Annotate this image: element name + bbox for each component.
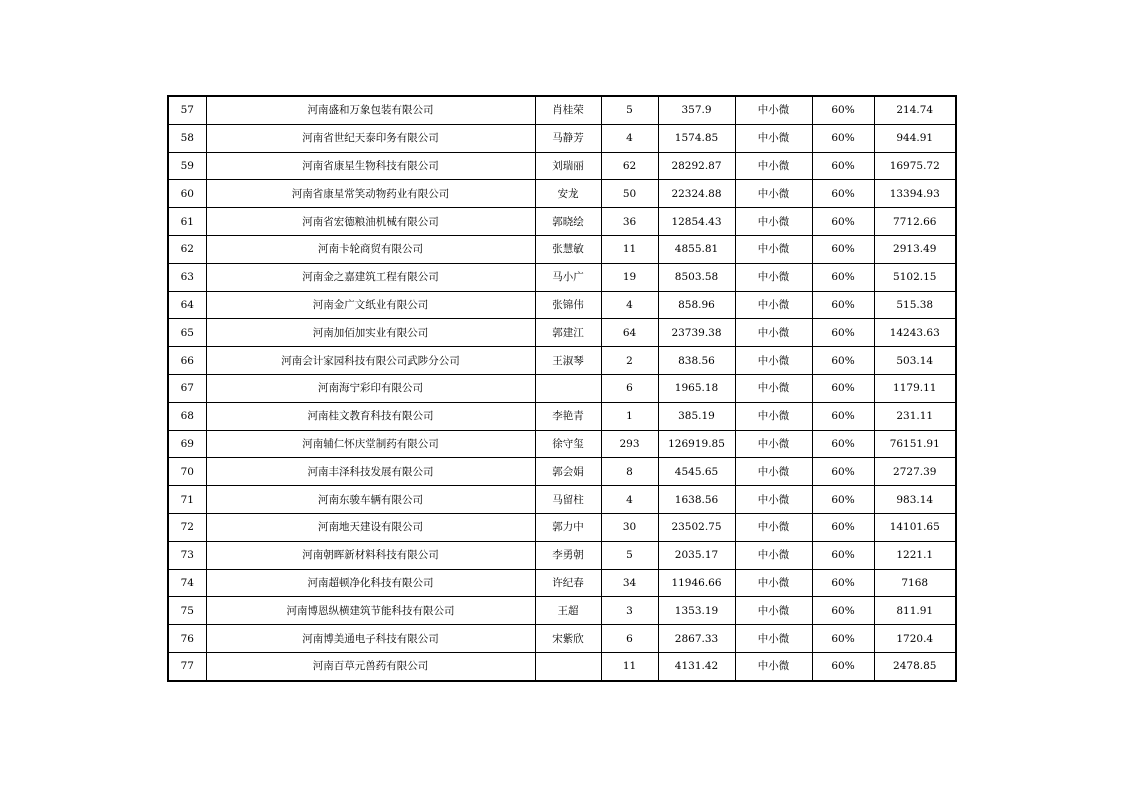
company-name-cell: 河南东骏车辆有限公司 [206, 486, 535, 514]
payment-amount-cell: 357.9 [658, 96, 735, 124]
subsidy-table [167, 95, 957, 682]
contact-person-cell: 刘瑞丽 [535, 152, 601, 180]
row-number-cell: 70 [168, 458, 206, 486]
table-row [168, 402, 956, 430]
contact-person-cell: 马静芳 [535, 124, 601, 152]
employee-count-cell: 5 [601, 541, 658, 569]
subsidy-amount-cell: 1179.11 [874, 374, 956, 402]
table-row [168, 291, 956, 319]
subsidy-ratio-cell: 60% [812, 124, 874, 152]
row-number-cell: 73 [168, 541, 206, 569]
employee-count-cell: 30 [601, 513, 658, 541]
enterprise-type-cell: 中小微 [735, 569, 812, 597]
subsidy-amount-cell: 14243.63 [874, 319, 956, 347]
company-name-cell: 河南百草元兽药有限公司 [206, 652, 535, 680]
table-row [168, 319, 956, 347]
subsidy-ratio-cell: 60% [812, 347, 874, 375]
subsidy-ratio-cell: 60% [812, 291, 874, 319]
enterprise-type-cell: 中小微 [735, 96, 812, 124]
subsidy-amount-cell: 231.11 [874, 402, 956, 430]
enterprise-type-cell: 中小微 [735, 625, 812, 653]
row-number-cell: 66 [168, 347, 206, 375]
row-number-cell: 64 [168, 291, 206, 319]
table-row [168, 430, 956, 458]
subsidy-ratio-cell: 60% [812, 152, 874, 180]
contact-person-cell: 肖桂荣 [535, 96, 601, 124]
company-name-cell: 河南卡轮商贸有限公司 [206, 235, 535, 263]
row-number-cell: 61 [168, 208, 206, 236]
employee-count-cell: 62 [601, 152, 658, 180]
company-name-cell: 河南丰泽科技发展有限公司 [206, 458, 535, 486]
row-number-cell: 75 [168, 597, 206, 625]
payment-amount-cell: 126919.85 [658, 430, 735, 458]
subsidy-ratio-cell: 60% [812, 374, 874, 402]
contact-person-cell: 郭力中 [535, 513, 601, 541]
subsidy-amount-cell: 14101.65 [874, 513, 956, 541]
contact-person-cell [535, 374, 601, 402]
enterprise-type-cell: 中小微 [735, 208, 812, 236]
company-name-cell: 河南超顿净化科技有限公司 [206, 569, 535, 597]
employee-count-cell: 4 [601, 291, 658, 319]
contact-person-cell: 王超 [535, 597, 601, 625]
company-name-cell: 河南省康星常笑动物药业有限公司 [206, 180, 535, 208]
contact-person-cell: 郭会娟 [535, 458, 601, 486]
table-row [168, 625, 956, 653]
contact-person-cell: 马小广 [535, 263, 601, 291]
enterprise-type-cell: 中小微 [735, 597, 812, 625]
enterprise-type-cell: 中小微 [735, 374, 812, 402]
row-number-cell: 62 [168, 235, 206, 263]
table-row [168, 124, 956, 152]
company-name-cell: 河南加佰加实业有限公司 [206, 319, 535, 347]
employee-count-cell: 6 [601, 625, 658, 653]
company-name-cell: 河南金广文纸业有限公司 [206, 291, 535, 319]
table-row [168, 180, 956, 208]
contact-person-cell: 李勇朝 [535, 541, 601, 569]
table-row [168, 486, 956, 514]
subsidy-ratio-cell: 60% [812, 430, 874, 458]
company-name-cell: 河南省康星生物科技有限公司 [206, 152, 535, 180]
company-name-cell: 河南金之嘉建筑工程有限公司 [206, 263, 535, 291]
employee-count-cell: 1 [601, 402, 658, 430]
subsidy-ratio-cell: 60% [812, 96, 874, 124]
table-row [168, 347, 956, 375]
table-row [168, 541, 956, 569]
subsidy-amount-cell: 13394.93 [874, 180, 956, 208]
employee-count-cell: 11 [601, 235, 658, 263]
company-name-cell: 河南博恩纵横建筑节能科技有限公司 [206, 597, 535, 625]
company-name-cell: 河南博美通电子科技有限公司 [206, 625, 535, 653]
contact-person-cell: 徐守玺 [535, 430, 601, 458]
subsidy-ratio-cell: 60% [812, 180, 874, 208]
subsidy-ratio-cell: 60% [812, 541, 874, 569]
row-number-cell: 60 [168, 180, 206, 208]
subsidy-ratio-cell: 60% [812, 597, 874, 625]
enterprise-type-cell: 中小微 [735, 458, 812, 486]
table-row [168, 263, 956, 291]
payment-amount-cell: 2867.33 [658, 625, 735, 653]
subsidy-ratio-cell: 60% [812, 458, 874, 486]
enterprise-type-cell: 中小微 [735, 347, 812, 375]
employee-count-cell: 64 [601, 319, 658, 347]
enterprise-type-cell: 中小微 [735, 152, 812, 180]
contact-person-cell: 郭晓绘 [535, 208, 601, 236]
table-row [168, 513, 956, 541]
table-row [168, 152, 956, 180]
employee-count-cell: 3 [601, 597, 658, 625]
payment-amount-cell: 1574.85 [658, 124, 735, 152]
contact-person-cell: 李艳青 [535, 402, 601, 430]
employee-count-cell: 36 [601, 208, 658, 236]
company-name-cell: 河南朝晖新材料科技有限公司 [206, 541, 535, 569]
contact-person-cell: 郭建江 [535, 319, 601, 347]
employee-count-cell: 4 [601, 486, 658, 514]
subsidy-ratio-cell: 60% [812, 513, 874, 541]
payment-amount-cell: 23502.75 [658, 513, 735, 541]
subsidy-amount-cell: 76151.91 [874, 430, 956, 458]
payment-amount-cell: 385.19 [658, 402, 735, 430]
payment-amount-cell: 11946.66 [658, 569, 735, 597]
employee-count-cell: 8 [601, 458, 658, 486]
subsidy-amount-cell: 2913.49 [874, 235, 956, 263]
table-row [168, 374, 956, 402]
table-row [168, 652, 956, 680]
company-name-cell: 河南盛和万象包装有限公司 [206, 96, 535, 124]
payment-amount-cell: 28292.87 [658, 152, 735, 180]
subsidy-ratio-cell: 60% [812, 625, 874, 653]
employee-count-cell: 11 [601, 652, 658, 680]
subsidy-ratio-cell: 60% [812, 569, 874, 597]
subsidy-amount-cell: 983.14 [874, 486, 956, 514]
subsidy-amount-cell: 503.14 [874, 347, 956, 375]
company-name-cell: 河南桂文教育科技有限公司 [206, 402, 535, 430]
employee-count-cell: 293 [601, 430, 658, 458]
payment-amount-cell: 4545.65 [658, 458, 735, 486]
payment-amount-cell: 22324.88 [658, 180, 735, 208]
company-name-cell: 河南辅仁怀庆堂制药有限公司 [206, 430, 535, 458]
subsidy-ratio-cell: 60% [812, 319, 874, 347]
row-number-cell: 63 [168, 263, 206, 291]
enterprise-type-cell: 中小微 [735, 486, 812, 514]
contact-person-cell: 张慧敏 [535, 235, 601, 263]
row-number-cell: 71 [168, 486, 206, 514]
payment-amount-cell: 4131.42 [658, 652, 735, 680]
row-number-cell: 59 [168, 152, 206, 180]
row-number-cell: 77 [168, 652, 206, 680]
enterprise-type-cell: 中小微 [735, 319, 812, 347]
company-name-cell: 河南省世纪天泰印务有限公司 [206, 124, 535, 152]
contact-person-cell: 安龙 [535, 180, 601, 208]
row-number-cell: 58 [168, 124, 206, 152]
payment-amount-cell: 4855.81 [658, 235, 735, 263]
row-number-cell: 68 [168, 402, 206, 430]
contact-person-cell [535, 652, 601, 680]
payment-amount-cell: 858.96 [658, 291, 735, 319]
enterprise-type-cell: 中小微 [735, 235, 812, 263]
company-name-cell: 河南海宁彩印有限公司 [206, 374, 535, 402]
subsidy-amount-cell: 515.38 [874, 291, 956, 319]
contact-person-cell: 马留柱 [535, 486, 601, 514]
employee-count-cell: 2 [601, 347, 658, 375]
employee-count-cell: 34 [601, 569, 658, 597]
payment-amount-cell: 12854.43 [658, 208, 735, 236]
enterprise-type-cell: 中小微 [735, 402, 812, 430]
subsidy-ratio-cell: 60% [812, 235, 874, 263]
subsidy-amount-cell: 5102.15 [874, 263, 956, 291]
enterprise-type-cell: 中小微 [735, 652, 812, 680]
payment-amount-cell: 1638.56 [658, 486, 735, 514]
company-name-cell: 河南会计家园科技有限公司武陟分公司 [206, 347, 535, 375]
row-number-cell: 74 [168, 569, 206, 597]
enterprise-type-cell: 中小微 [735, 263, 812, 291]
payment-amount-cell: 23739.38 [658, 319, 735, 347]
subsidy-amount-cell: 811.91 [874, 597, 956, 625]
table-body [168, 96, 956, 681]
table-row [168, 597, 956, 625]
row-number-cell: 76 [168, 625, 206, 653]
employee-count-cell: 4 [601, 124, 658, 152]
table-row [168, 208, 956, 236]
table-row [168, 235, 956, 263]
employee-count-cell: 5 [601, 96, 658, 124]
enterprise-type-cell: 中小微 [735, 430, 812, 458]
subsidy-ratio-cell: 60% [812, 486, 874, 514]
payment-amount-cell: 8503.58 [658, 263, 735, 291]
payment-amount-cell: 838.56 [658, 347, 735, 375]
subsidy-ratio-cell: 60% [812, 402, 874, 430]
company-name-cell: 河南省宏德粮油机械有限公司 [206, 208, 535, 236]
employee-count-cell: 50 [601, 180, 658, 208]
subsidy-amount-cell: 7168 [874, 569, 956, 597]
table-row [168, 569, 956, 597]
row-number-cell: 69 [168, 430, 206, 458]
payment-amount-cell: 1353.19 [658, 597, 735, 625]
row-number-cell: 67 [168, 374, 206, 402]
payment-amount-cell: 1965.18 [658, 374, 735, 402]
row-number-cell: 57 [168, 96, 206, 124]
subsidy-ratio-cell: 60% [812, 208, 874, 236]
row-number-cell: 72 [168, 513, 206, 541]
employee-count-cell: 6 [601, 374, 658, 402]
enterprise-type-cell: 中小微 [735, 541, 812, 569]
subsidy-amount-cell: 16975.72 [874, 152, 956, 180]
employee-count-cell: 19 [601, 263, 658, 291]
subsidy-amount-cell: 214.74 [874, 96, 956, 124]
enterprise-type-cell: 中小微 [735, 291, 812, 319]
contact-person-cell: 张锦伟 [535, 291, 601, 319]
table-row [168, 96, 956, 124]
contact-person-cell: 许纪春 [535, 569, 601, 597]
payment-amount-cell: 2035.17 [658, 541, 735, 569]
subsidy-ratio-cell: 60% [812, 263, 874, 291]
enterprise-type-cell: 中小微 [735, 513, 812, 541]
subsidy-amount-cell: 1221.1 [874, 541, 956, 569]
company-name-cell: 河南地天建设有限公司 [206, 513, 535, 541]
enterprise-type-cell: 中小微 [735, 124, 812, 152]
table-row [168, 458, 956, 486]
subsidy-ratio-cell: 60% [812, 652, 874, 680]
subsidy-amount-cell: 2478.85 [874, 652, 956, 680]
subsidy-amount-cell: 2727.39 [874, 458, 956, 486]
contact-person-cell: 宋紫欣 [535, 625, 601, 653]
subsidy-amount-cell: 7712.66 [874, 208, 956, 236]
subsidy-amount-cell: 944.91 [874, 124, 956, 152]
subsidy-amount-cell: 1720.4 [874, 625, 956, 653]
enterprise-type-cell: 中小微 [735, 180, 812, 208]
contact-person-cell: 王淑琴 [535, 347, 601, 375]
row-number-cell: 65 [168, 319, 206, 347]
